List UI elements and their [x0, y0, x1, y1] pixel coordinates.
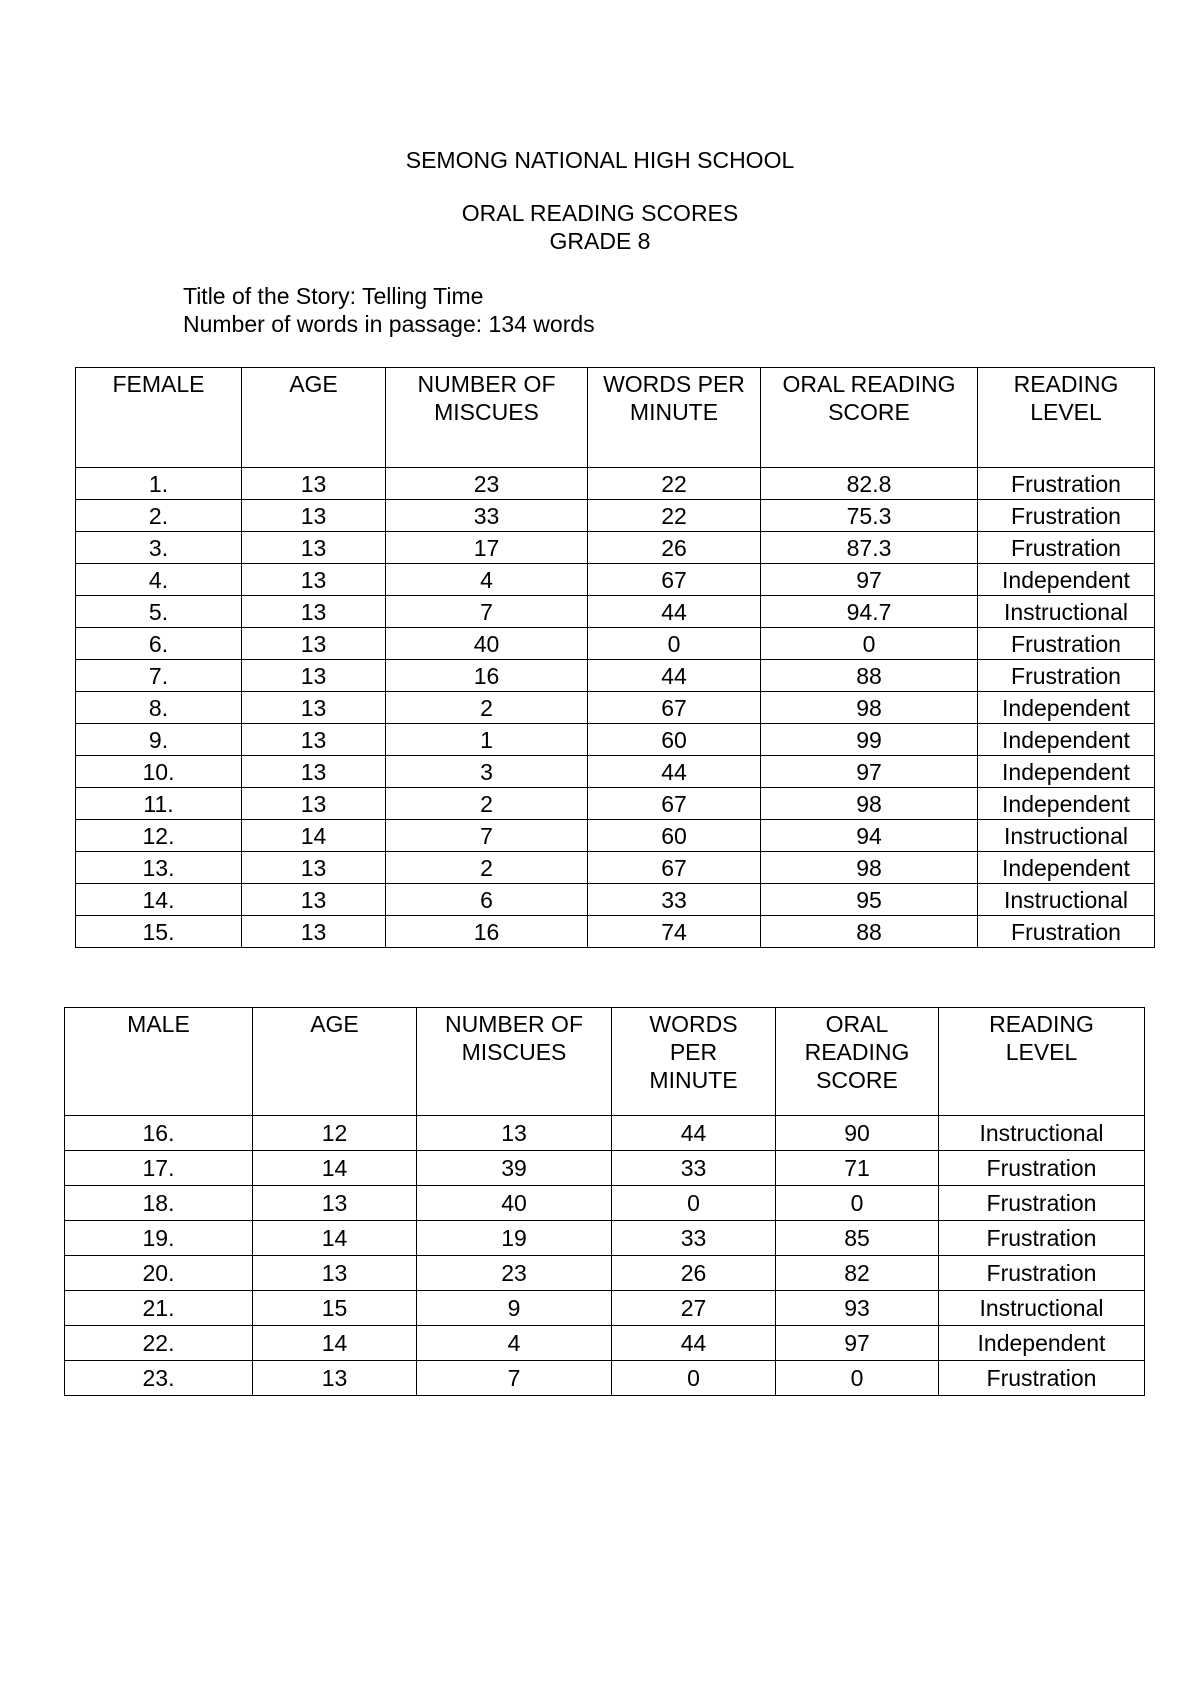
column-header-text: MINUTE — [649, 1067, 738, 1093]
cell-words-per-minute: 60 — [588, 820, 761, 852]
table-row — [76, 596, 1155, 628]
column-header-text: NUMBER OF — [445, 1011, 583, 1037]
cell-reading-level: Independent — [939, 1326, 1145, 1361]
report-title: ORAL READING SCORES — [461, 200, 739, 226]
cell-words-per-minute: 67 — [588, 564, 761, 596]
column-header-text: WORDS — [649, 1011, 738, 1037]
table-row — [65, 1186, 1145, 1221]
column-header-text: NUMBER OF — [417, 371, 556, 397]
cell-age: 13 — [242, 468, 386, 500]
cell-reading-level: Frustration — [939, 1221, 1145, 1256]
column-header-text: LEVEL — [1005, 1039, 1078, 1065]
cell-age: 13 — [242, 756, 386, 788]
cell-words-per-minute: 0 — [612, 1186, 776, 1221]
table-row — [76, 468, 1155, 500]
cell-words-per-minute: 74 — [588, 916, 761, 948]
cell-miscues: 6 — [386, 884, 588, 916]
cell-oral-reading-score: 97 — [776, 1326, 939, 1361]
cell-oral-reading-score: 93 — [776, 1291, 939, 1326]
cell-words-per-minute: 33 — [588, 884, 761, 916]
cell-age: 13 — [242, 916, 386, 948]
table-row — [76, 884, 1155, 916]
cell-oral-reading-score: 82.8 — [761, 468, 978, 500]
column-header-text: LEVEL — [1030, 399, 1102, 425]
table-row — [65, 1116, 1145, 1151]
column-header-oral-reading-score — [761, 368, 978, 468]
cell-age: 13 — [242, 660, 386, 692]
cell-words-per-minute: 44 — [612, 1116, 776, 1151]
column-header-words-per-minute — [588, 368, 761, 468]
cell-words-per-minute: 0 — [612, 1361, 776, 1396]
table-row — [65, 1326, 1145, 1361]
column-header-text: FEMALE — [112, 371, 205, 397]
cell-reading-level: Frustration — [978, 468, 1155, 500]
cell-student-number: 12. — [76, 820, 242, 852]
table-row — [76, 564, 1155, 596]
cell-reading-level: Independent — [978, 788, 1155, 820]
cell-student-number: 6. — [76, 628, 242, 660]
column-header-student-number — [65, 1008, 253, 1116]
column-header-text: AGE — [310, 1011, 359, 1037]
column-header-text: MISCUES — [434, 399, 539, 425]
cell-oral-reading-score: 95 — [761, 884, 978, 916]
column-header-text: MALE — [127, 1011, 190, 1037]
table-row — [76, 820, 1155, 852]
grade-label: GRADE 8 — [549, 228, 651, 254]
column-header-text: MISCUES — [461, 1039, 567, 1065]
column-header-text: WORDS PER — [603, 371, 745, 397]
table-row — [76, 724, 1155, 756]
cell-reading-level: Frustration — [939, 1256, 1145, 1291]
cell-words-per-minute: 26 — [588, 532, 761, 564]
cell-reading-level: Frustration — [939, 1186, 1145, 1221]
column-header-reading-level — [978, 368, 1155, 468]
column-header-oral-reading-score — [776, 1008, 939, 1116]
column-header-text: READING — [1013, 371, 1119, 397]
table-row — [76, 628, 1155, 660]
cell-miscues: 7 — [386, 596, 588, 628]
cell-reading-level: Frustration — [978, 916, 1155, 948]
cell-student-number: 21. — [65, 1291, 253, 1326]
table-row — [76, 660, 1155, 692]
cell-words-per-minute: 22 — [588, 500, 761, 532]
school-name: SEMONG NATIONAL HIGH SCHOOL — [405, 147, 795, 173]
cell-oral-reading-score: 82 — [776, 1256, 939, 1291]
cell-reading-level: Instructional — [939, 1291, 1145, 1326]
cell-oral-reading-score: 98 — [761, 852, 978, 884]
cell-miscues: 4 — [386, 564, 588, 596]
cell-age: 13 — [242, 500, 386, 532]
cell-words-per-minute: 27 — [612, 1291, 776, 1326]
cell-age: 13 — [242, 788, 386, 820]
cell-words-per-minute: 0 — [588, 628, 761, 660]
cell-student-number: 16. — [65, 1116, 253, 1151]
cell-age: 14 — [253, 1326, 417, 1361]
cell-age: 13 — [242, 564, 386, 596]
table-row — [65, 1221, 1145, 1256]
cell-oral-reading-score: 71 — [776, 1151, 939, 1186]
cell-oral-reading-score: 94.7 — [761, 596, 978, 628]
cell-student-number: 11. — [76, 788, 242, 820]
cell-miscues: 39 — [417, 1151, 612, 1186]
table-row — [65, 1151, 1145, 1186]
male-scores-table — [64, 1007, 1145, 1396]
cell-reading-level: Independent — [978, 756, 1155, 788]
cell-miscues: 40 — [417, 1186, 612, 1221]
table-row — [65, 1291, 1145, 1326]
cell-student-number: 15. — [76, 916, 242, 948]
cell-oral-reading-score: 87.3 — [761, 532, 978, 564]
column-header-words-per-minute — [612, 1008, 776, 1116]
cell-words-per-minute: 33 — [612, 1151, 776, 1186]
cell-age: 13 — [242, 628, 386, 660]
cell-reading-level: Frustration — [939, 1361, 1145, 1396]
cell-student-number: 3. — [76, 532, 242, 564]
cell-miscues: 3 — [386, 756, 588, 788]
cell-miscues: 2 — [386, 788, 588, 820]
cell-reading-level: Independent — [978, 564, 1155, 596]
table-row — [76, 852, 1155, 884]
cell-miscues: 17 — [386, 532, 588, 564]
cell-oral-reading-score: 97 — [761, 756, 978, 788]
cell-miscues: 33 — [386, 500, 588, 532]
column-header-miscues — [386, 368, 588, 468]
female-scores-table — [75, 367, 1155, 948]
cell-words-per-minute: 44 — [588, 660, 761, 692]
cell-student-number: 22. — [65, 1326, 253, 1361]
cell-age: 13 — [253, 1186, 417, 1221]
column-header-reading-level — [939, 1008, 1145, 1116]
cell-miscues: 40 — [386, 628, 588, 660]
cell-words-per-minute: 67 — [588, 852, 761, 884]
cell-oral-reading-score: 98 — [761, 788, 978, 820]
cell-reading-level: Frustration — [978, 660, 1155, 692]
cell-reading-level: Instructional — [978, 820, 1155, 852]
column-header-miscues — [417, 1008, 612, 1116]
cell-oral-reading-score: 0 — [761, 628, 978, 660]
column-header-age — [242, 368, 386, 468]
cell-oral-reading-score: 94 — [761, 820, 978, 852]
cell-age: 14 — [253, 1151, 417, 1186]
cell-oral-reading-score: 90 — [776, 1116, 939, 1151]
cell-student-number: 23. — [65, 1361, 253, 1396]
table-row — [76, 532, 1155, 564]
cell-age: 13 — [253, 1361, 417, 1396]
cell-age: 15 — [253, 1291, 417, 1326]
table-row — [76, 788, 1155, 820]
cell-words-per-minute: 44 — [588, 756, 761, 788]
column-header-text: AGE — [289, 371, 338, 397]
cell-miscues: 19 — [417, 1221, 612, 1256]
cell-oral-reading-score: 85 — [776, 1221, 939, 1256]
story-title-line: Title of the Story: Telling Time — [183, 283, 484, 309]
cell-miscues: 9 — [417, 1291, 612, 1326]
cell-oral-reading-score: 98 — [761, 692, 978, 724]
cell-oral-reading-score: 97 — [761, 564, 978, 596]
cell-miscues: 7 — [417, 1361, 612, 1396]
cell-reading-level: Frustration — [978, 500, 1155, 532]
cell-oral-reading-score: 0 — [776, 1186, 939, 1221]
cell-reading-level: Instructional — [978, 596, 1155, 628]
cell-oral-reading-score: 99 — [761, 724, 978, 756]
cell-student-number: 4. — [76, 564, 242, 596]
cell-reading-level: Independent — [978, 852, 1155, 884]
column-header-text: PER — [669, 1039, 718, 1065]
cell-age: 13 — [253, 1256, 417, 1291]
cell-student-number: 20. — [65, 1256, 253, 1291]
cell-age: 12 — [253, 1116, 417, 1151]
cell-oral-reading-score: 88 — [761, 660, 978, 692]
cell-oral-reading-score: 88 — [761, 916, 978, 948]
column-header-text: SCORE — [828, 399, 910, 425]
cell-age: 13 — [242, 884, 386, 916]
cell-oral-reading-score: 75.3 — [761, 500, 978, 532]
cell-miscues: 23 — [417, 1256, 612, 1291]
cell-student-number: 8. — [76, 692, 242, 724]
column-header-text: ORAL READING — [782, 371, 956, 397]
table-header-row — [76, 368, 1155, 468]
cell-age: 13 — [242, 724, 386, 756]
cell-age: 13 — [242, 532, 386, 564]
column-header-text: ORAL — [825, 1011, 889, 1037]
table-row — [65, 1256, 1145, 1291]
table-row — [76, 500, 1155, 532]
cell-miscues: 4 — [417, 1326, 612, 1361]
cell-miscues: 7 — [386, 820, 588, 852]
cell-student-number: 18. — [65, 1186, 253, 1221]
column-header-text: READING — [804, 1039, 910, 1065]
cell-reading-level: Frustration — [939, 1151, 1145, 1186]
cell-age: 13 — [242, 692, 386, 724]
cell-words-per-minute: 60 — [588, 724, 761, 756]
cell-reading-level: Independent — [978, 692, 1155, 724]
cell-student-number: 13. — [76, 852, 242, 884]
cell-reading-level: Frustration — [978, 628, 1155, 660]
cell-miscues: 16 — [386, 660, 588, 692]
table-row — [65, 1361, 1145, 1396]
cell-words-per-minute: 44 — [588, 596, 761, 628]
column-header-student-number — [76, 368, 242, 468]
cell-words-per-minute: 22 — [588, 468, 761, 500]
cell-reading-level: Independent — [978, 724, 1155, 756]
cell-words-per-minute: 26 — [612, 1256, 776, 1291]
cell-reading-level: Frustration — [978, 532, 1155, 564]
column-header-text: MINUTE — [629, 399, 719, 425]
cell-words-per-minute: 44 — [612, 1326, 776, 1361]
cell-student-number: 7. — [76, 660, 242, 692]
column-header-text: SCORE — [816, 1067, 898, 1093]
cell-miscues: 23 — [386, 468, 588, 500]
cell-student-number: 19. — [65, 1221, 253, 1256]
cell-student-number: 5. — [76, 596, 242, 628]
cell-age: 14 — [242, 820, 386, 852]
table-header-row — [65, 1008, 1145, 1116]
column-header-text: READING — [989, 1011, 1094, 1037]
table-row — [76, 756, 1155, 788]
cell-words-per-minute: 67 — [588, 788, 761, 820]
table-row — [76, 692, 1155, 724]
cell-miscues: 2 — [386, 852, 588, 884]
cell-student-number: 14. — [76, 884, 242, 916]
cell-student-number: 10. — [76, 756, 242, 788]
table-row — [76, 916, 1155, 948]
cell-age: 13 — [242, 852, 386, 884]
cell-miscues: 2 — [386, 692, 588, 724]
cell-age: 13 — [242, 596, 386, 628]
cell-student-number: 17. — [65, 1151, 253, 1186]
cell-reading-level: Instructional — [978, 884, 1155, 916]
cell-miscues: 16 — [386, 916, 588, 948]
cell-reading-level: Instructional — [939, 1116, 1145, 1151]
cell-words-per-minute: 33 — [612, 1221, 776, 1256]
cell-student-number: 1. — [76, 468, 242, 500]
word-count-line: Number of words in passage: 134 words — [183, 311, 595, 337]
column-header-age — [253, 1008, 417, 1116]
cell-student-number: 9. — [76, 724, 242, 756]
cell-words-per-minute: 67 — [588, 692, 761, 724]
cell-miscues: 13 — [417, 1116, 612, 1151]
cell-oral-reading-score: 0 — [776, 1361, 939, 1396]
cell-age: 14 — [253, 1221, 417, 1256]
cell-student-number: 2. — [76, 500, 242, 532]
cell-miscues: 1 — [386, 724, 588, 756]
